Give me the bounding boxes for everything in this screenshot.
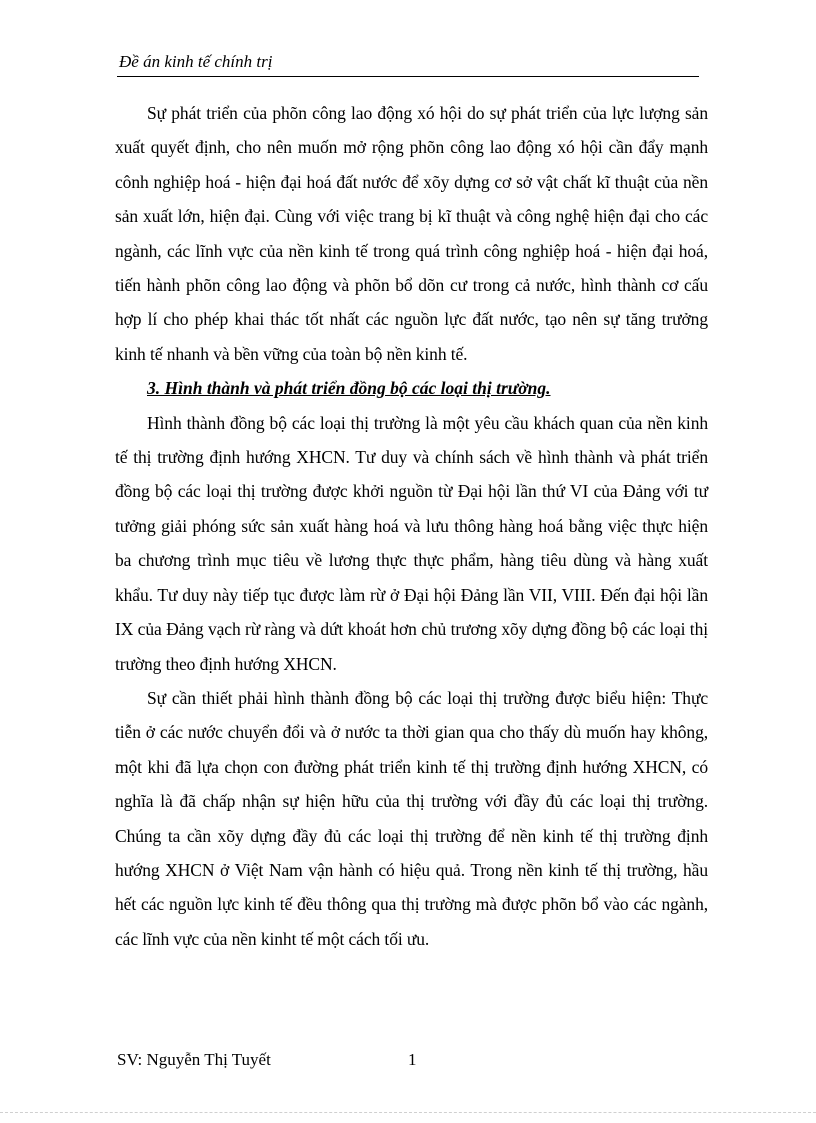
page-boundary-divider: [0, 1112, 816, 1113]
page-header: [117, 50, 699, 77]
paragraph-2: Hình thành đồng bộ các loại thị trường là một yêu cầu khách quan của nền kinh tế thị trường định hướng XHCN. Tư duy và chính sách về hình thành và phát triển đồng bộ các loại thị trường được khởi nguồn từ Đại hội lần thứ VI của Đảng với tư tưởng giải phóng sức sản xuất hàng hoá và lưu thông hàng hoá bằng việc thực hiện ba chương trình mục tiêu về lương thực thực phẩm, hàng tiêu dùng và hàng xuất khẩu. Tư duy này tiếp tục được làm rừ ở Đại hội Đảng lần VII, VIII. Đến đại hội lần IX của Đảng vạch rừ ràng và dứt khoát hơn chủ trương xõy dựng đồng bộ các loại thị trường theo định hướng XHCN.: [115, 412, 708, 674]
section-heading: 3. Hình thành và phát triển đồng bộ các loại thị trường.: [147, 378, 551, 399]
footer-page-number: 1: [408, 1050, 417, 1069]
document-body: [115, 96, 708, 956]
header-title: Đề án kinh tế chính trị: [119, 52, 273, 71]
paragraph-1: Sự phát triển của phõn công lao động xó hội do sự phát triển của lực lượng sản xuất quyết định, cho nên muốn mở rộng phõn công lao động xó hội cần đẩy mạnh cônh nghiệp hoá - hiện đại hoá đất nước để xõy dựng cơ sở vật chất kĩ thuật của nền sản xuất lớn, hiện đại. Cùng với việc trang bị kĩ thuật và công nghệ hiện đại cho các ngành, các lĩnh vực của nền kinh tế trong quá trình công nghiệp hoá - hiện đại hoá, tiến hành phõn công lao động và phõn bổ dõn cư trong cả nước, hình thành cơ cấu hợp lí cho phép khai thác tốt nhất các nguồn lực đất nước, tạo nên sự tăng trưởng kinh tế nhanh và bền vững của toàn bộ nền kinh tế.: [115, 103, 708, 364]
paragraph-3: Sự cần thiết phải hình thành đồng bộ các loại thị trường được biểu hiện: Thực tiễn ở các nước chuyển đổi và ở nước ta thời gian qua cho thấy dù muốn hay không, một khi đã lựa chọn con đường phát triển kinh tế thị trường định hướng XHCN, có nghĩa là đã chấp nhận sự hiện hữu của thị trường với đầy đủ các loại thị trường. Chúng ta cần xõy dựng đầy đủ các loại thị trường để nền kinh tế thị trường định hướng XHCN ở Việt Nam vận hành có hiệu quả. Trong nền kinh tế thị trường, hầu hết các nguồn lực kinh tế đều thông qua thị trường mà được phõn bổ vào các ngành, các lĩnh vực của nền kinht tế một cách tối ưu.: [115, 687, 708, 949]
footer-student-name: SV: Nguyễn Thị Tuyết: [117, 1050, 271, 1069]
